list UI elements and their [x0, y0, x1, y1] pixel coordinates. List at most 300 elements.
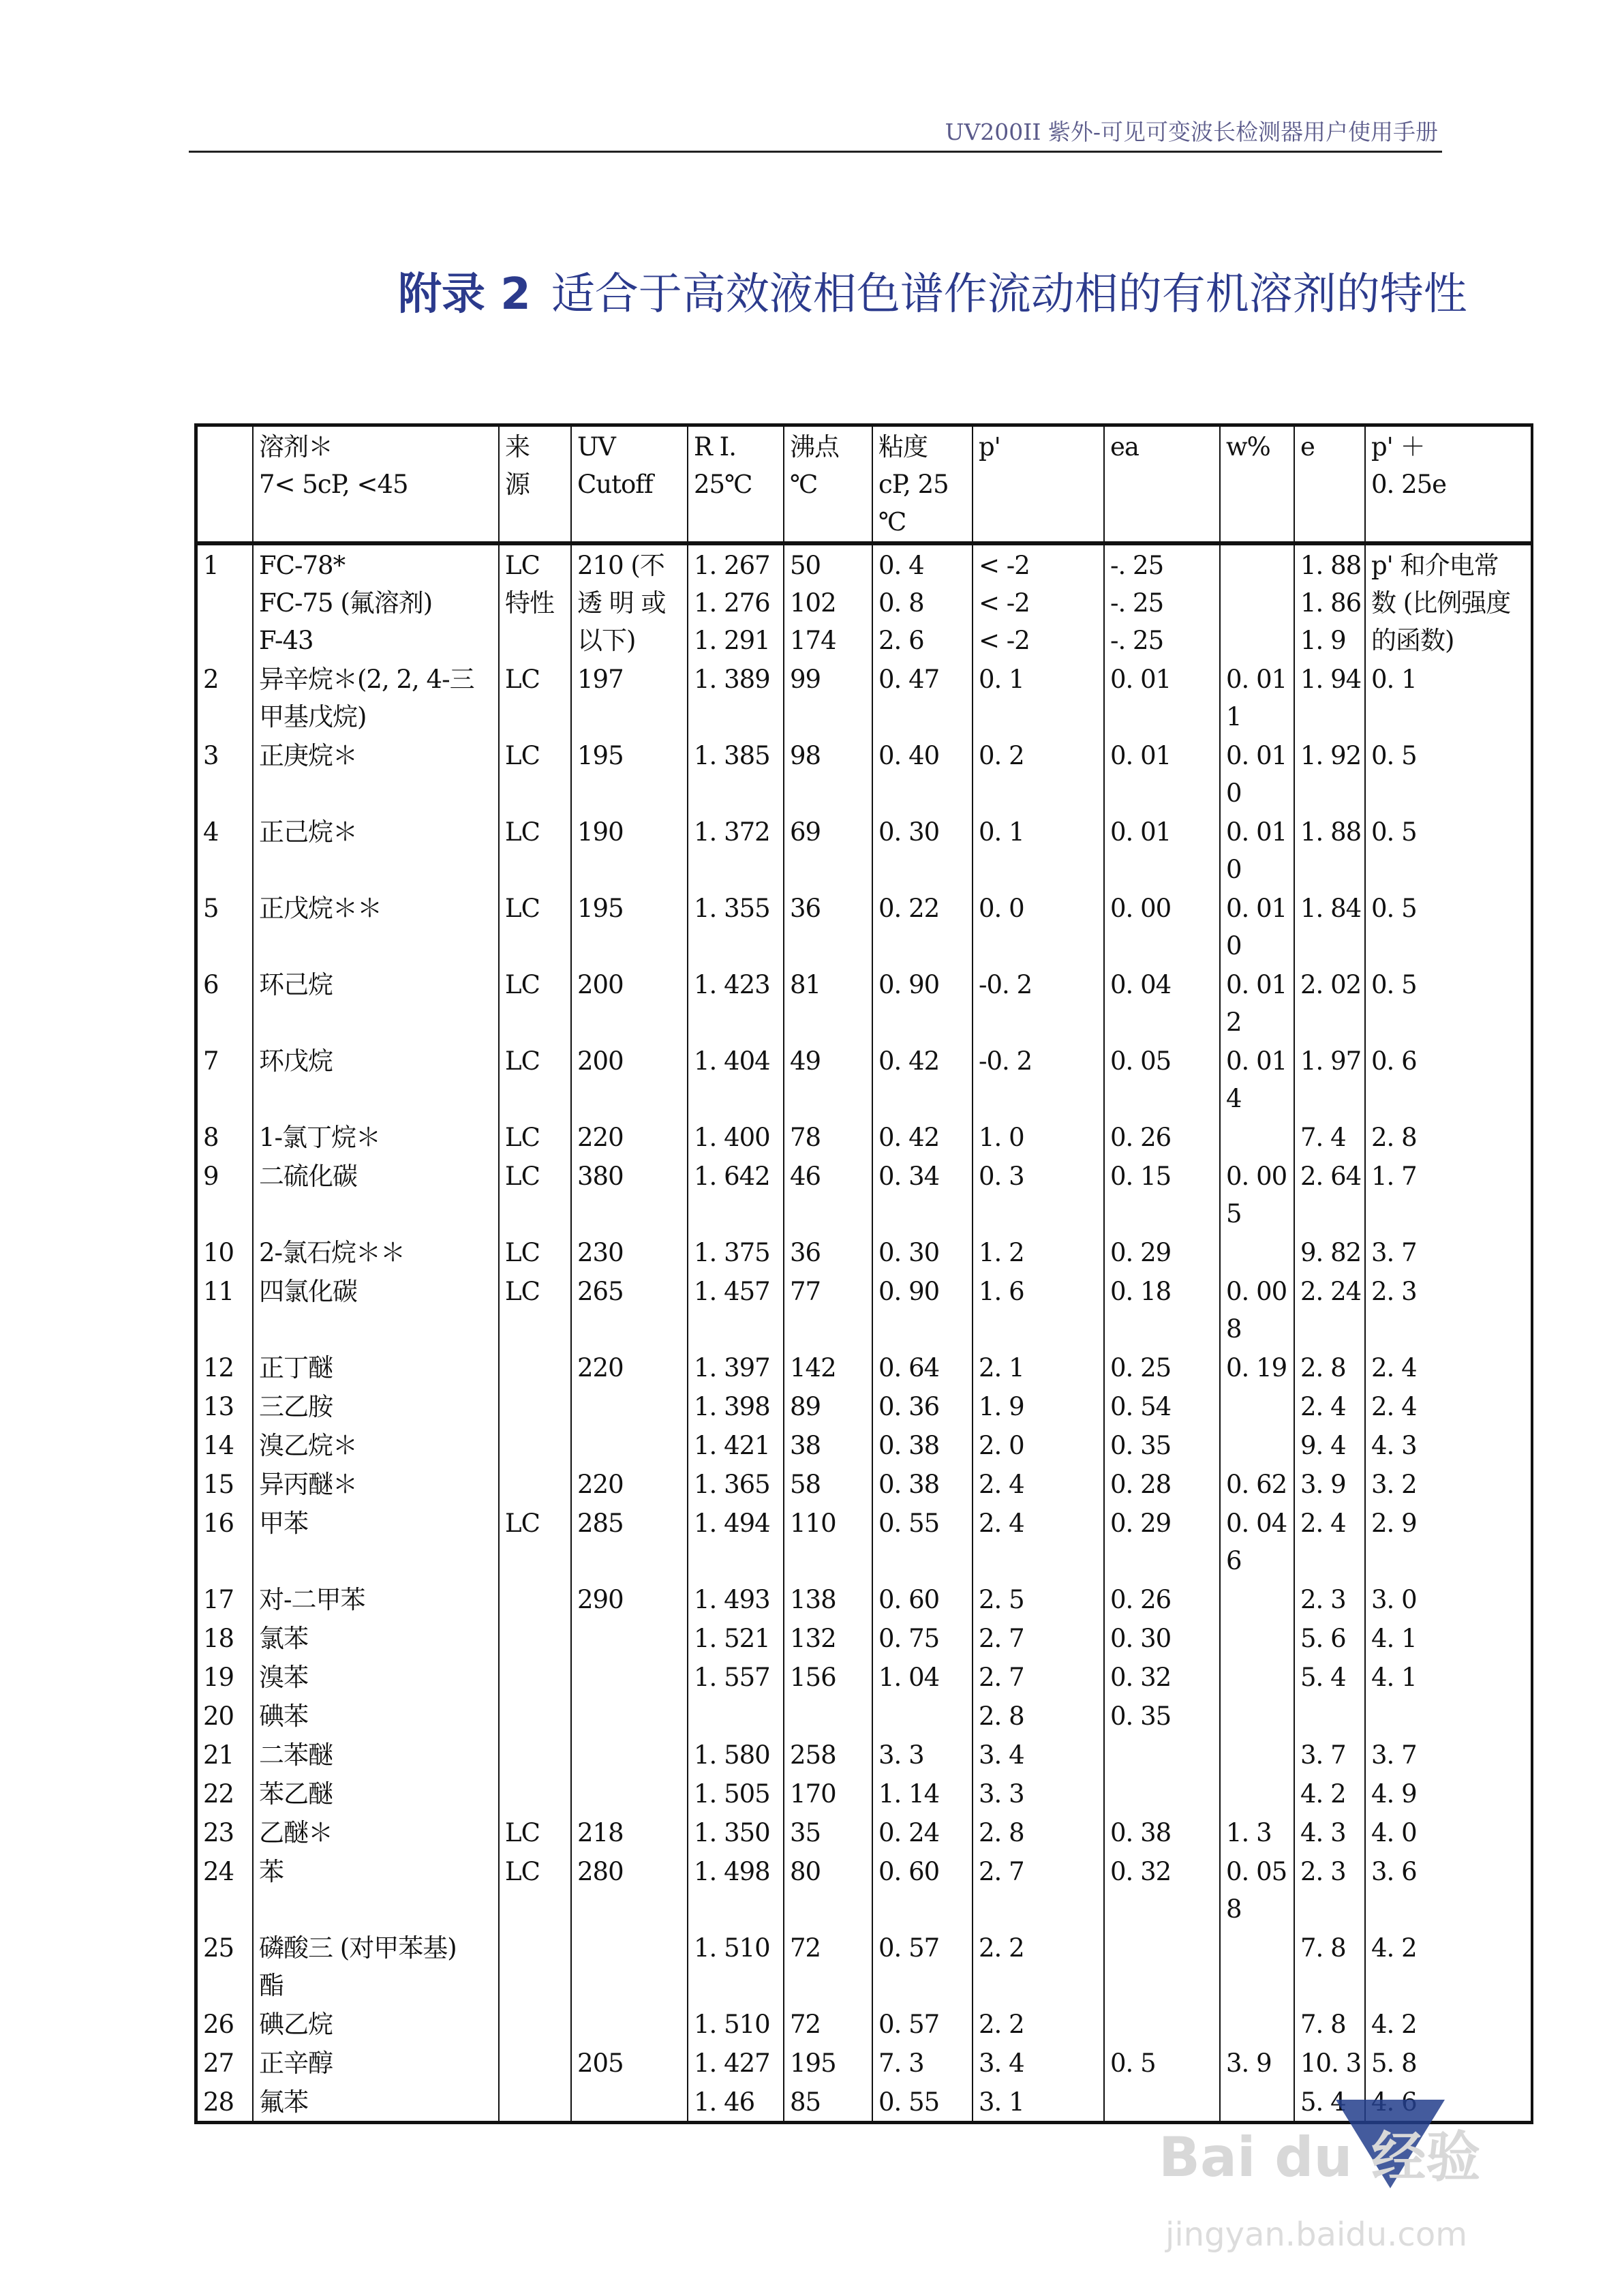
- column-header: p': [973, 427, 1105, 541]
- table-cell: 170: [784, 1774, 873, 1813]
- table-cell: 0. 54: [1105, 1387, 1221, 1425]
- table-cell: 0. 01 2: [1221, 965, 1295, 1041]
- table-cell: [1221, 1117, 1295, 1156]
- table-row: [198, 659, 1531, 736]
- table-cell: 溴乙烷＊: [254, 1425, 500, 1464]
- table-cell: 98: [784, 736, 873, 812]
- table-cell: 二苯醚: [254, 1735, 500, 1774]
- table-cell: 49: [784, 1041, 873, 1117]
- table-cell: 1. 494: [688, 1503, 784, 1580]
- table-cell: 5. 8: [1371, 2049, 1417, 2078]
- table-cell: 220: [572, 1117, 688, 1156]
- table-row: [198, 965, 1531, 1041]
- table-cell: 0. 01 0: [1221, 736, 1295, 812]
- table-cell: 1. 0: [973, 1117, 1105, 1156]
- table-cell: 4. 0: [1371, 1818, 1417, 1847]
- table-row: [198, 812, 1531, 888]
- table-cell: 27: [198, 2043, 254, 2082]
- table-cell: 2. 0: [973, 1425, 1105, 1464]
- table-cell: 7: [198, 1041, 254, 1117]
- table-cell: [500, 1774, 572, 1813]
- table-cell: 2. 24: [1295, 1271, 1366, 1348]
- table-cell: [1295, 1696, 1366, 1735]
- column-header: [198, 427, 254, 541]
- table-cell: [500, 1618, 572, 1657]
- table-cell: 2. 3: [1295, 1852, 1366, 1928]
- table-cell: 2. 8: [973, 1813, 1105, 1852]
- table-cell: 23: [198, 1813, 254, 1852]
- table-cell: [784, 1696, 873, 1735]
- table-row: [198, 1928, 1531, 2004]
- table-cell: 碘乙烷: [254, 2004, 500, 2043]
- table-cell: 2. 02: [1295, 965, 1366, 1041]
- table-cell: 205: [572, 2043, 688, 2082]
- table-cell: 0. 55: [873, 1503, 973, 1580]
- table-cell: 1. 350: [688, 1813, 784, 1852]
- table-cell: 0. 30: [1105, 1618, 1221, 1657]
- table-cell: 1. 505: [688, 1774, 784, 1813]
- table-cell: 0. 57: [873, 2004, 973, 2043]
- table-cell: 0. 30: [873, 1233, 973, 1271]
- table-cell: 氟苯: [254, 2082, 500, 2121]
- table-cell: 2. 5: [973, 1580, 1105, 1618]
- table-cell: 195: [572, 888, 688, 965]
- table-cell: [500, 1464, 572, 1503]
- table-cell: [873, 1696, 973, 1735]
- table-cell: [572, 2082, 688, 2121]
- solvent-properties-table: [194, 423, 1533, 2124]
- table-cell: 1. 7: [1371, 1162, 1417, 1191]
- column-header: ea: [1105, 427, 1221, 541]
- running-header: UV200II 紫外-可见可变波长检测器用户使用手册: [945, 119, 1438, 145]
- table-cell: [1366, 1696, 1531, 1735]
- table-cell: [572, 1618, 688, 1657]
- table-cell: LC: [500, 1852, 572, 1928]
- table-cell: 2. 4: [1295, 1503, 1366, 1580]
- table-cell: 0. 22: [873, 888, 973, 965]
- table-cell: 0. 01 0: [1221, 888, 1295, 965]
- table-cell: 50 102 174: [784, 545, 873, 659]
- table-row: [198, 1813, 1531, 1852]
- table-cell: 3. 3: [873, 1735, 973, 1774]
- table-cell: 0. 29: [1105, 1503, 1221, 1580]
- table-cell: 0. 60: [873, 1852, 973, 1928]
- table-cell: 1. 385: [688, 736, 784, 812]
- table-cell: 1. 97: [1295, 1041, 1366, 1117]
- table-cell: 2. 2: [973, 1928, 1105, 2004]
- table-cell: [572, 1387, 688, 1425]
- table-cell: [1221, 1233, 1295, 1271]
- table-cell: LC: [500, 1503, 572, 1580]
- table-cell: 0. 29: [1105, 1233, 1221, 1271]
- table-cell: 3. 9: [1295, 1464, 1366, 1503]
- table-cell: 0. 5: [1105, 2043, 1221, 2082]
- header-divider: [189, 151, 1442, 153]
- table-cell: [1221, 1618, 1295, 1657]
- table-cell: [572, 2004, 688, 2043]
- table-row: [198, 1735, 1531, 1774]
- table-cell: 3. 0: [1371, 1585, 1417, 1614]
- table-cell: 0. 90: [873, 1271, 973, 1348]
- table-cell: 1. 404: [688, 1041, 784, 1117]
- table-cell: 1. 04: [873, 1657, 973, 1696]
- table-cell: 25: [198, 1928, 254, 2004]
- table-cell: [500, 1928, 572, 2004]
- table-cell: 16: [198, 1503, 254, 1580]
- table-cell: 0. 00 8: [1221, 1271, 1295, 1348]
- table-cell: 0. 00: [1105, 888, 1221, 965]
- table-cell: 1. 6: [973, 1271, 1105, 1348]
- table-cell: LC: [500, 812, 572, 888]
- table-cell: 26: [198, 2004, 254, 2043]
- table-cell: -. 25 -. 25 -. 25: [1105, 545, 1221, 659]
- table-cell: 10: [198, 1233, 254, 1271]
- table-cell: 0. 47: [873, 659, 973, 736]
- table-cell: 3. 1: [973, 2082, 1105, 2121]
- table-cell: 0. 18: [1105, 1271, 1221, 1348]
- table-cell: 1. 389: [688, 659, 784, 736]
- table-cell: 3. 4: [973, 1735, 1105, 1774]
- column-header: 来 源: [500, 427, 572, 541]
- table-cell: [500, 2043, 572, 2082]
- table-cell: 0. 5: [1371, 894, 1417, 923]
- table-row: [198, 1425, 1531, 1464]
- table-cell: 7. 4: [1295, 1117, 1366, 1156]
- table-cell: 异丙醚＊: [254, 1464, 500, 1503]
- table-cell: 72: [784, 2004, 873, 2043]
- table-cell: 4. 6: [1371, 2087, 1417, 2117]
- table-cell: 4. 3: [1371, 1431, 1417, 1460]
- table-cell: 9: [198, 1156, 254, 1233]
- table-cell: 1. 557: [688, 1657, 784, 1696]
- table-cell: 0. 01: [1105, 812, 1221, 888]
- column-header: w%: [1221, 427, 1295, 541]
- table-cell: LC: [500, 659, 572, 736]
- table-cell: 2. 9: [1371, 1509, 1417, 1538]
- table-cell: [1221, 1774, 1295, 1813]
- table-cell: [1221, 2004, 1295, 2043]
- table-cell: [1221, 1735, 1295, 1774]
- table-cell: 0. 04 6: [1221, 1503, 1295, 1580]
- table-cell: 5. 6: [1295, 1618, 1366, 1657]
- table-cell: 1. 2: [973, 1233, 1105, 1271]
- table-cell: 17: [198, 1580, 254, 1618]
- table-cell: 苯乙醚: [254, 1774, 500, 1813]
- table-cell: 5. 4: [1295, 2082, 1366, 2121]
- table-cell: 0. 36: [873, 1387, 973, 1425]
- table-cell: 0. 75: [873, 1618, 973, 1657]
- table-cell: 乙醚＊: [254, 1813, 500, 1852]
- table-cell: 0. 62: [1221, 1464, 1295, 1503]
- table-cell: 3. 6: [1371, 1857, 1417, 1886]
- table-cell: [572, 1928, 688, 2004]
- table-cell: 0. 19: [1221, 1348, 1295, 1387]
- table-cell: 0. 05 8: [1221, 1852, 1295, 1928]
- table-cell: 3. 3: [973, 1774, 1105, 1813]
- table-cell: LC: [500, 1156, 572, 1233]
- table-cell: 21: [198, 1735, 254, 1774]
- table-cell: 78: [784, 1117, 873, 1156]
- table-cell: [500, 1657, 572, 1696]
- table-cell: 1. 46: [688, 2082, 784, 2121]
- table-cell: 1. 375: [688, 1233, 784, 1271]
- table-cell: 0. 00 5: [1221, 1156, 1295, 1233]
- table-row: [198, 1503, 1531, 1580]
- table-cell: 二硫化碳: [254, 1156, 500, 1233]
- table-cell: 0. 5: [1371, 970, 1417, 999]
- table-cell: 3. 7: [1371, 1238, 1417, 1267]
- table-cell: 1. 88: [1295, 812, 1366, 888]
- table-cell: 210 (不 透 明 或 以下): [572, 545, 688, 659]
- table-cell: 0. 42: [873, 1041, 973, 1117]
- table-cell: 0. 42: [873, 1117, 973, 1156]
- table-cell: 1. 398: [688, 1387, 784, 1425]
- table-cell: [500, 2004, 572, 2043]
- table-cell: 甲苯: [254, 1503, 500, 1580]
- page-title: [398, 259, 1467, 322]
- table-cell: 2: [198, 659, 254, 736]
- table-cell: 85: [784, 2082, 873, 2121]
- table-cell: [1105, 1735, 1221, 1774]
- table-row: [198, 1117, 1531, 1156]
- table-cell: -0. 2: [973, 965, 1105, 1041]
- table-cell: 1. 84: [1295, 888, 1366, 965]
- table-cell: LC: [500, 736, 572, 812]
- table-cell: 1. 510: [688, 2004, 784, 2043]
- table-cell: 环戊烷: [254, 1041, 500, 1117]
- table-cell: 1. 498: [688, 1852, 784, 1928]
- table-cell: 苯: [254, 1852, 500, 1928]
- table-row: [198, 1618, 1531, 1657]
- table-cell: 0. 26: [1105, 1580, 1221, 1618]
- table-cell: [500, 1735, 572, 1774]
- table-cell: 2. 4: [1295, 1387, 1366, 1425]
- table-cell: 13: [198, 1387, 254, 1425]
- table-cell: 0. 01: [1105, 736, 1221, 812]
- table-cell: LC: [500, 1117, 572, 1156]
- table-cell: 溴苯: [254, 1657, 500, 1696]
- table-row: [198, 2004, 1531, 2043]
- table-cell: [500, 1580, 572, 1618]
- table-cell: 1. 267 1. 276 1. 291: [688, 545, 784, 659]
- table-cell: 3. 2: [1371, 1470, 1417, 1499]
- table-cell: [688, 1696, 784, 1735]
- table-cell: [1221, 1657, 1295, 1696]
- table-cell: 36: [784, 888, 873, 965]
- table-row: [198, 545, 1531, 659]
- table-cell: 2. 4: [973, 1464, 1105, 1503]
- table-cell: LC 特性: [500, 545, 572, 659]
- table-cell: 1. 92: [1295, 736, 1366, 812]
- table-row: [198, 2043, 1531, 2082]
- table-cell: [500, 1425, 572, 1464]
- table-cell: 220: [572, 1464, 688, 1503]
- table-cell: 38: [784, 1425, 873, 1464]
- table-cell: 2. 7: [973, 1852, 1105, 1928]
- table-cell: 19: [198, 1657, 254, 1696]
- table-cell: 1. 94: [1295, 659, 1366, 736]
- table-cell: 380: [572, 1156, 688, 1233]
- table-cell: [1221, 1928, 1295, 2004]
- table-row: [198, 1657, 1531, 1696]
- table-cell: 4. 3: [1295, 1813, 1366, 1852]
- table-cell: 0. 60: [873, 1580, 973, 1618]
- table-cell: 2. 8: [973, 1696, 1105, 1735]
- table-cell: 200: [572, 1041, 688, 1117]
- table-cell: 0. 26: [1105, 1117, 1221, 1156]
- table-row: [198, 1387, 1531, 1425]
- column-header: UV Cutoff: [572, 427, 688, 541]
- table-cell: 0. 40: [873, 736, 973, 812]
- table-cell: 0. 30: [873, 812, 973, 888]
- table-cell: [1221, 1425, 1295, 1464]
- table-cell: [1221, 1696, 1295, 1735]
- table-cell: 69: [784, 812, 873, 888]
- watermark-url: jingyan.baidu.com: [1165, 2216, 1467, 2254]
- table-cell: [500, 1696, 572, 1735]
- table-cell: 0. 55: [873, 2082, 973, 2121]
- table-cell: 0. 1: [973, 659, 1105, 736]
- table-cell: 0. 28: [1105, 1464, 1221, 1503]
- table-cell: 0. 01: [1105, 659, 1221, 736]
- table-cell: 正庚烷＊: [254, 736, 500, 812]
- table-cell: 2. 8: [1295, 1348, 1366, 1387]
- table-cell: 0. 0: [973, 888, 1105, 965]
- table-cell: 81: [784, 965, 873, 1041]
- table-cell: 0. 35: [1105, 1425, 1221, 1464]
- table-cell: 1. 14: [873, 1774, 973, 1813]
- table-row: [198, 1580, 1531, 1618]
- table-cell: 0. 90: [873, 965, 973, 1041]
- table-cell: 11: [198, 1271, 254, 1348]
- table-cell: 0. 32: [1105, 1852, 1221, 1928]
- table-cell: 0. 57: [873, 1928, 973, 2004]
- table-cell: 1. 493: [688, 1580, 784, 1618]
- table-cell: 1. 423: [688, 965, 784, 1041]
- table-cell: 0. 05: [1105, 1041, 1221, 1117]
- table-cell: 18: [198, 1618, 254, 1657]
- table-cell: 正丁醚: [254, 1348, 500, 1387]
- table-cell: p' 和介电常 数 (比例强度 的函数): [1371, 551, 1511, 655]
- table-cell: 0. 1: [1371, 665, 1417, 694]
- table-cell: 4. 2: [1371, 2010, 1417, 2039]
- table-row: [198, 736, 1531, 812]
- table-cell: 280: [572, 1852, 688, 1928]
- table-cell: 77: [784, 1271, 873, 1348]
- table-cell: 72: [784, 1928, 873, 2004]
- table-cell: 290: [572, 1580, 688, 1618]
- table-cell: 138: [784, 1580, 873, 1618]
- table-cell: 0. 38: [873, 1425, 973, 1464]
- table-cell: 3. 7: [1371, 1740, 1417, 1770]
- table-cell: 12: [198, 1348, 254, 1387]
- table-cell: 6: [198, 965, 254, 1041]
- table-cell: 220: [572, 1348, 688, 1387]
- table-cell: 正辛醇: [254, 2043, 500, 2082]
- table-row: [198, 1696, 1531, 1735]
- column-header: e: [1295, 427, 1366, 541]
- table-cell: 0. 1: [973, 812, 1105, 888]
- table-cell: 0. 34: [873, 1156, 973, 1233]
- table-cell: 0. 64: [873, 1348, 973, 1387]
- table-cell: 环己烷: [254, 965, 500, 1041]
- table-cell: [572, 1735, 688, 1774]
- table-row: [198, 1774, 1531, 1813]
- table-cell: 1. 521: [688, 1618, 784, 1657]
- table-row: [198, 1852, 1531, 1928]
- table-cell: [1105, 1928, 1221, 2004]
- table-cell: 0. 01 4: [1221, 1041, 1295, 1117]
- table-cell: [500, 1387, 572, 1425]
- table-cell: 0. 4 0. 8 2. 6: [873, 545, 973, 659]
- table-cell: 2. 3: [1295, 1580, 1366, 1618]
- column-header: 溶剂＊ 7< 5cP, <45: [254, 427, 500, 541]
- table-cell: 2. 7: [973, 1618, 1105, 1657]
- table-cell: LC: [500, 1041, 572, 1117]
- column-header: 粘度 cP, 25 ℃: [873, 427, 973, 541]
- table-cell: 正戊烷＊＊: [254, 888, 500, 965]
- table-cell: 0. 2: [973, 736, 1105, 812]
- table-cell: 8: [198, 1117, 254, 1156]
- table-cell: 1. 3: [1221, 1813, 1295, 1852]
- table-cell: 1. 372: [688, 812, 784, 888]
- table-cell: 2. 4: [1371, 1353, 1417, 1383]
- table-cell: 7. 8: [1295, 2004, 1366, 2043]
- table-cell: 20: [198, 1696, 254, 1735]
- table-cell: 3. 4: [973, 2043, 1105, 2082]
- table-cell: 265: [572, 1271, 688, 1348]
- table-cell: 四氯化碳: [254, 1271, 500, 1348]
- table-cell: 1. 88 1. 86 1. 9: [1295, 545, 1366, 659]
- table-cell: 0. 38: [873, 1464, 973, 1503]
- column-header: 沸点 ℃: [784, 427, 873, 541]
- table-cell: [1105, 1774, 1221, 1813]
- table-cell: 58: [784, 1464, 873, 1503]
- table-cell: 28: [198, 2082, 254, 2121]
- table-cell: 1. 355: [688, 888, 784, 965]
- table-cell: 3. 7: [1295, 1735, 1366, 1774]
- table-cell: 142: [784, 1348, 873, 1387]
- table-row: [198, 1156, 1531, 1233]
- table-row: [198, 1271, 1531, 1348]
- table-cell: 1. 9: [973, 1387, 1105, 1425]
- table-cell: 110: [784, 1503, 873, 1580]
- table-cell: 22: [198, 1774, 254, 1813]
- table-cell: LC: [500, 1233, 572, 1271]
- appendix-number: 附录 2: [398, 269, 531, 320]
- table-cell: 1. 457: [688, 1271, 784, 1348]
- watermark-logo: Bai du 经验: [1159, 2126, 1481, 2189]
- table-cell: [1221, 545, 1295, 659]
- table-cell: 4. 2: [1295, 1774, 1366, 1813]
- table-cell: 2. 1: [973, 1348, 1105, 1387]
- table-cell: FC-78* FC-75 (氟溶剂) F-43: [254, 545, 500, 659]
- table-cell: 2. 64: [1295, 1156, 1366, 1233]
- table-cell: 2. 2: [973, 2004, 1105, 2043]
- table-cell: 10. 3: [1295, 2043, 1366, 2082]
- table-cell: [1221, 1387, 1295, 1425]
- table-cell: 7. 8: [1295, 1928, 1366, 2004]
- table-cell: 0. 5: [1371, 741, 1417, 770]
- table-cell: 4. 2: [1371, 1933, 1417, 1963]
- table-cell: 9. 82: [1295, 1233, 1366, 1271]
- table-cell: [1221, 1580, 1295, 1618]
- table-cell: 9. 4: [1295, 1425, 1366, 1464]
- table-row: [198, 888, 1531, 965]
- table-cell: -0. 2: [973, 1041, 1105, 1117]
- table-cell: 1. 421: [688, 1425, 784, 1464]
- table-cell: LC: [500, 888, 572, 965]
